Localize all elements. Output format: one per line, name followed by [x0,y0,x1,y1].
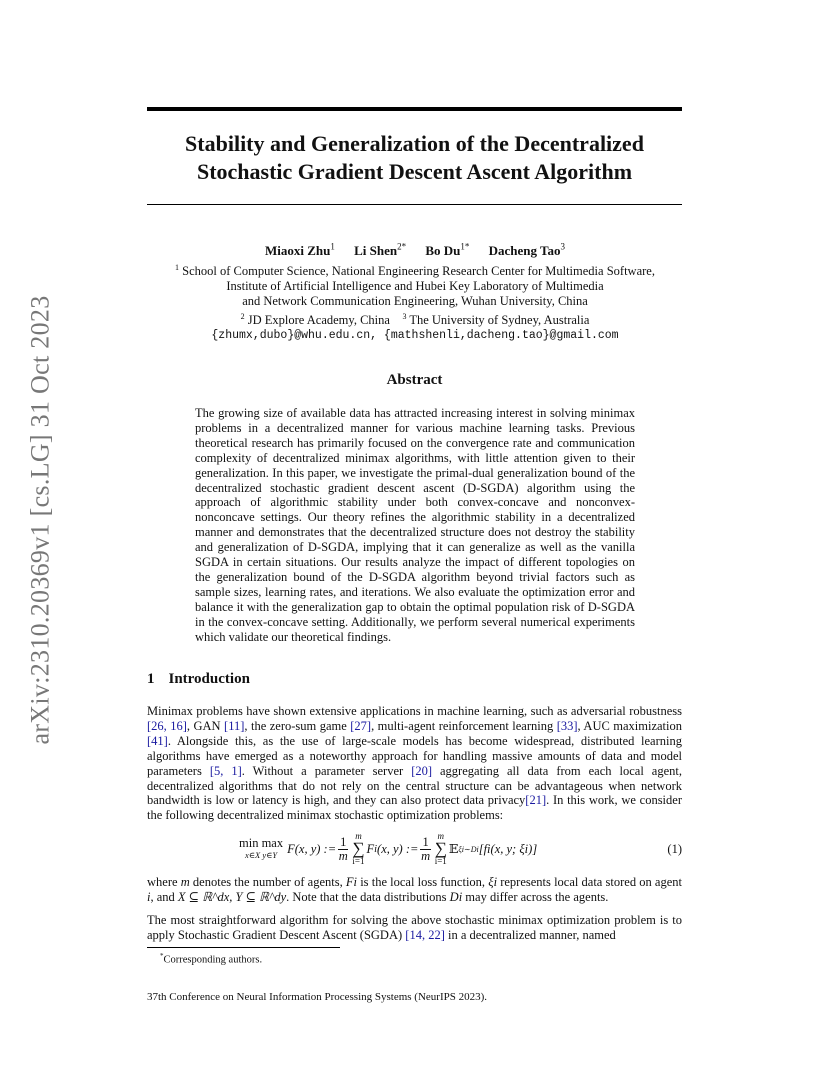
title-line-2: Stochastic Gradient Descent Ascent Algorithm [196,159,633,184]
title-top-rule [147,107,682,111]
footnote-rule [147,947,340,948]
section-heading: 1 Introduction [147,671,250,687]
author-emails[interactable]: {zhumx,dubo}@whu.edu.cn, {mathshenli,dacheng.tao}@gmail.com [211,329,619,343]
equation-1: min max x∈X y∈Y F(x, y) := $\frac{1}{m}$ m ∑ i=1 F i (x, y) := $\frac{1}{m}$ m ∑ i=1 𝔼 ξi∼Di [fi(x, y; ξi)] (1) [239,831,682,866]
affiliation-line: $^1$ School of Computer Science, National Engineering Research Center for Multimedia Software, [175,263,655,279]
intro-paragraph-1: Minimax problems have shown extensive applications in machine learning, such as adversarial robustness [26, 16], GAN [11], the zero-sum game [27], multi-agent reinforcement learning [33], AUC maximization [41]. Alongside this, as the use of large-scale models has become widespread, distributed learning algorithms have emerged as a noteworthy approach for handling massive amounts of data and model parameters [5, 1]. Without a parameter server [20] aggregating all data from each local agent, decentralized algorithms that do not rely on the central structure can be advantageous when network bandwidth is low or latency is high, and they can also protect data privacy[21]. In this work, we consider the following decentralized minimax stochastic optimization problems: [147,704,683,823]
intro-paragraph-2: where m denotes the number of agents, Fi is the local loss function, ξi represents local data stored on agent i, and X ⊆ ℝ^dx, Y ⊆ ℝ^dy. Note that the data distributions Di may differ across the agents. [147,875,682,904]
conference-note: 37th Conference on Neural Information Processing Systems (NeurIPS 2023). [147,991,488,1003]
citation-link[interactable]: [41] [147,733,168,748]
arxiv-sidebar [20,280,60,760]
citation-link[interactable]: [26, 16] [147,718,187,733]
author-list [120,242,710,259]
equation-number: (1) [667,842,682,856]
affiliation-line: and Network Communication Engineering, Wuhan University, China [242,294,588,309]
affiliations [120,260,710,343]
affiliation-line: $^2$ JD Explore Academy, China $^3$ The University of Sydney, Australia [240,312,590,328]
author: Bo $Du^{1*}$ [425,242,470,259]
abstract-heading: Abstract [386,372,443,388]
abstract-text: The growing size of available data has attracted increasing interest in solving minimax problems in a decentralized manner for various machine learning tasks. Previous theoretical research has primarily focused on the convergence rate and communication complexity of decentralized minimax algorithms, with little attention given to their generalization. In this paper, we investigate the primal-dual generalization bound of the decentralized stochastic gradient descent ascent (D-SGDA) algorithm using the approach of algorithmic stability under both convex-concave and nonconvex-nonconcave settings. Our theory refines the algorithmic stability in a decentralized manner and demonstrates that the decentralized structure does not destroy the stability and generalization of D-SGDA, implying that it can generalize as well as the vanilla SGDA in certain situations. Our results analyze the impact of different topologies on the generalization bound of the D-SGDA algorithm beyond trivial factors such as sample sizes, learning rates, and iterations. We also evaluate the optimization error and balance it with the generalization gap to obtain the optimal population risk of D-SGDA in the convex-concave setting. Additionally, we perform several numerical experiments which validate our theoretical findings. [195,406,635,644]
citation-link[interactable]: [27] [350,718,372,733]
citation-link[interactable]: [20] [411,763,433,778]
citation-link[interactable]: [21] [525,793,547,808]
citation-link[interactable]: [5, 1] [209,763,242,778]
citation-link[interactable]: [11] [224,718,245,733]
citation-link[interactable]: [14, 22] [405,927,445,942]
affiliation-line: Institute of Artificial Intelligence and Hubei Key Laboratory of Multimedia [226,279,604,294]
title-bottom-rule [147,204,682,205]
citation-link[interactable]: [33] [556,718,578,733]
intro-paragraph-3: The most straightforward algorithm for solving the above stochastic minimax optimization problem is to apply Stochastic Gradient Descent Ascent (SGDA) [14, 22] in a decentralized manner, named [147,913,682,942]
footnote: *Corresponding authors. [160,952,263,966]
paper-title [147,130,682,186]
author: Dacheng Tao$^3$ [488,242,566,259]
arxiv-id: arXiv:2310.20369v1 [cs.LG] 31 Oct 2023 [25,295,54,745]
title-line-1: Stability and Generalization of the Decentralized [185,131,644,156]
author: Miaoxi Zhu$^1$ [264,242,335,259]
author: Li Shen$^{2*}$ [354,242,407,259]
